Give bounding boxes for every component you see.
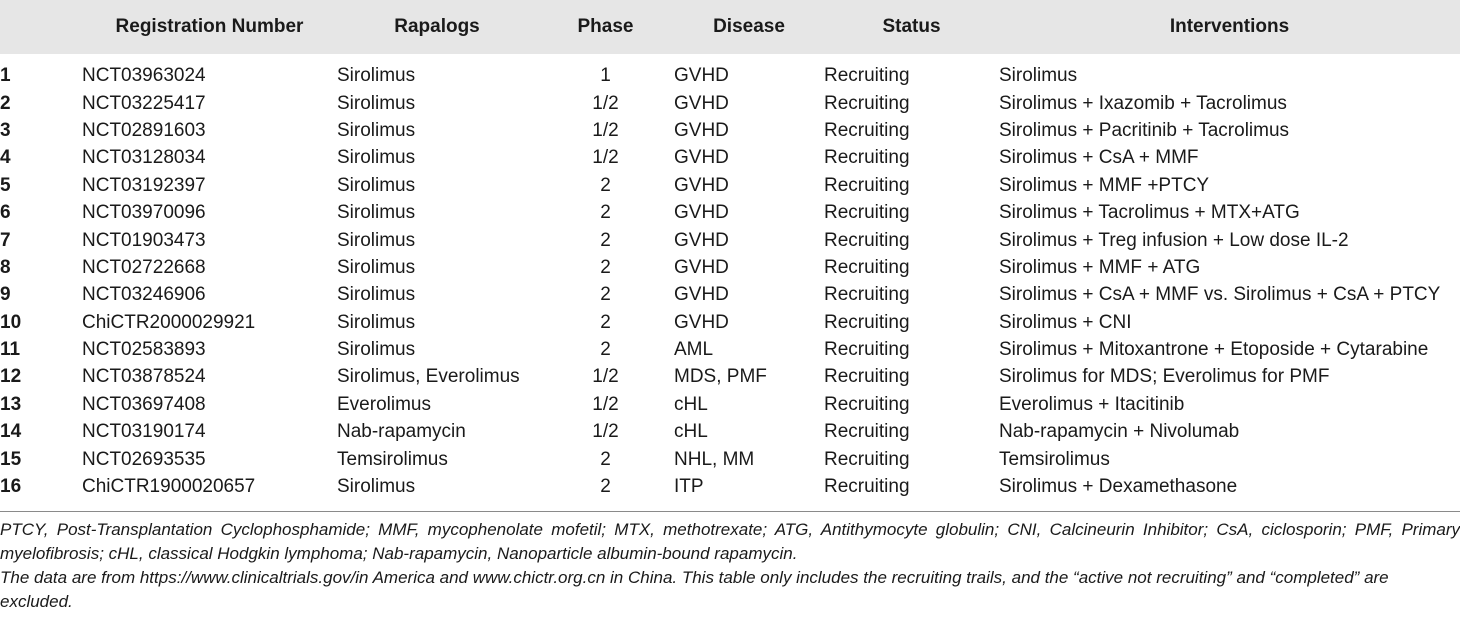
table-row bbox=[0, 363, 1460, 390]
cell-rapalogs: Sirolimus, Everolimus bbox=[337, 366, 520, 388]
cell-status: Recruiting bbox=[824, 229, 910, 251]
table-row bbox=[0, 309, 1460, 336]
cell-phase: 2 bbox=[600, 476, 611, 498]
cell-interventions: Nab-rapamycin + Nivolumab bbox=[999, 421, 1240, 443]
cell-status: Recruiting bbox=[824, 393, 910, 415]
cell-disease: cHL bbox=[674, 421, 708, 443]
cell-disease: GVHD bbox=[674, 119, 729, 141]
cell-interventions: Sirolimus for MDS; Everolimus for PMF bbox=[999, 366, 1330, 388]
cell-rapalogs: Sirolimus bbox=[337, 119, 416, 141]
cell-status: Recruiting bbox=[824, 366, 910, 388]
cell-interventions: Sirolimus + Tacrolimus + MTX+ATG bbox=[999, 202, 1300, 224]
cell-phase: 1/2 bbox=[592, 421, 619, 443]
cell-interventions: Sirolimus + CsA + MMF vs. Sirolimus + CsA + PTCY bbox=[999, 284, 1441, 306]
cell-status: Recruiting bbox=[824, 311, 910, 333]
cell-index: 8 bbox=[0, 256, 11, 278]
cell-disease: GVHD bbox=[674, 256, 729, 278]
header-registration-number: Registration Number bbox=[115, 16, 304, 37]
table-row bbox=[0, 144, 1460, 171]
table-row bbox=[0, 281, 1460, 308]
cell-index: 7 bbox=[0, 229, 11, 251]
cell-disease: GVHD bbox=[674, 65, 729, 87]
cell-index: 10 bbox=[0, 311, 22, 333]
cell-index: 13 bbox=[0, 393, 22, 415]
cell-status: Recruiting bbox=[824, 65, 910, 87]
cell-status: Recruiting bbox=[824, 202, 910, 224]
cell-status: Recruiting bbox=[824, 174, 910, 196]
cell-index: 11 bbox=[0, 339, 21, 361]
cell-disease: GVHD bbox=[674, 311, 729, 333]
cell-registration-number: NCT02583893 bbox=[82, 339, 206, 361]
cell-registration-number: NCT03225417 bbox=[82, 92, 206, 114]
footnote-source: The data are from https://www.clinicaltrials.gov/in America and www.chictr.org.cn in China. This table only includes the recruiting trails, and the “active not recruiting” and “completed” are excluded. bbox=[0, 568, 1389, 611]
cell-rapalogs: Sirolimus bbox=[337, 311, 416, 333]
cell-status: Recruiting bbox=[824, 92, 910, 114]
cell-interventions: Sirolimus + Pacritinib + Tacrolimus bbox=[999, 119, 1290, 141]
cell-registration-number: NCT03190174 bbox=[82, 421, 206, 443]
cell-phase: 1 bbox=[600, 65, 611, 87]
cell-rapalogs: Sirolimus bbox=[337, 147, 416, 169]
cell-registration-number: ChiCTR2000029921 bbox=[82, 311, 256, 333]
header-spacer bbox=[0, 54, 1460, 62]
cell-registration-number: NCT03128034 bbox=[82, 147, 206, 169]
cell-interventions: Sirolimus + MMF +PTCY bbox=[999, 174, 1210, 196]
cell-disease: ITP bbox=[674, 476, 704, 498]
cell-interventions: Temsirolimus bbox=[999, 448, 1110, 470]
cell-rapalogs: Sirolimus bbox=[337, 65, 416, 87]
cell-status: Recruiting bbox=[824, 476, 910, 498]
cell-interventions: Sirolimus + Dexamethasone bbox=[999, 476, 1238, 498]
cell-registration-number: NCT02722668 bbox=[82, 256, 206, 278]
cell-disease: MDS, PMF bbox=[674, 366, 767, 388]
cell-interventions: Sirolimus + Mitoxantrone + Etoposide + Cytarabine bbox=[999, 339, 1429, 361]
cell-phase: 2 bbox=[600, 229, 611, 251]
cell-disease: GVHD bbox=[674, 147, 729, 169]
cell-interventions: Sirolimus + CsA + MMF bbox=[999, 147, 1199, 169]
cell-rapalogs: Sirolimus bbox=[337, 256, 416, 278]
header-interventions: Interventions bbox=[1169, 16, 1290, 37]
cell-index: 16 bbox=[0, 476, 22, 498]
cell-phase: 2 bbox=[600, 339, 611, 361]
cell-rapalogs: Nab-rapamycin bbox=[337, 421, 466, 443]
header-index bbox=[0, 0, 82, 54]
footnote-abbreviations: PTCY, Post-Transplantation Cyclophosphamide; MMF, mycophenolate mofetil; MTX, methotrexate; ATG, Antithymocyte globulin; CNI, Calcineurin Inhibitor; CsA, ciclosporin; PMF, Primary myelofibrosis; cHL, classical Hodgkin lymphoma; Nab-rapamycin, Nanoparticle albumin-bound rapamycin. bbox=[0, 520, 1460, 563]
cell-rapalogs: Sirolimus bbox=[337, 476, 416, 498]
cell-interventions: Sirolimus + Ixazomib + Tacrolimus bbox=[999, 92, 1287, 114]
table-row bbox=[0, 226, 1460, 253]
table-row bbox=[0, 473, 1460, 500]
cell-rapalogs: Temsirolimus bbox=[337, 448, 448, 470]
cell-registration-number: NCT03192397 bbox=[82, 174, 206, 196]
cell-index: 15 bbox=[0, 448, 22, 470]
table-row bbox=[0, 117, 1460, 144]
table-row bbox=[0, 391, 1460, 418]
cell-index: 6 bbox=[0, 202, 11, 224]
cell-rapalogs: Sirolimus bbox=[337, 284, 416, 306]
table-footnotes bbox=[0, 518, 1460, 614]
header-status: Status bbox=[882, 16, 941, 37]
table-row bbox=[0, 336, 1460, 363]
cell-index: 4 bbox=[0, 147, 11, 169]
trials-table-body bbox=[0, 54, 1460, 500]
cell-index: 1 bbox=[0, 65, 11, 87]
cell-phase: 1/2 bbox=[592, 366, 619, 388]
cell-interventions: Sirolimus + CNI bbox=[999, 311, 1132, 333]
cell-phase: 1/2 bbox=[592, 393, 619, 415]
cell-status: Recruiting bbox=[824, 147, 910, 169]
table-row bbox=[0, 445, 1460, 472]
cell-phase: 1/2 bbox=[592, 92, 619, 114]
cell-rapalogs: Sirolimus bbox=[337, 202, 416, 224]
cell-rapalogs: Sirolimus bbox=[337, 229, 416, 251]
header-phase: Phase bbox=[577, 16, 634, 37]
cell-registration-number: NCT01903473 bbox=[82, 229, 206, 251]
cell-phase: 1/2 bbox=[592, 119, 619, 141]
header-row bbox=[0, 0, 1460, 54]
cell-registration-number: ChiCTR1900020657 bbox=[82, 476, 256, 498]
cell-phase: 2 bbox=[600, 256, 611, 278]
cell-registration-number: NCT03246906 bbox=[82, 284, 206, 306]
cell-disease: GVHD bbox=[674, 92, 729, 114]
cell-rapalogs: Sirolimus bbox=[337, 174, 416, 196]
cell-status: Recruiting bbox=[824, 421, 910, 443]
cell-registration-number: NCT03878524 bbox=[82, 366, 206, 388]
table-row bbox=[0, 199, 1460, 226]
cell-rapalogs: Everolimus bbox=[337, 393, 431, 415]
table-row bbox=[0, 418, 1460, 445]
table-bottom-rule bbox=[0, 511, 1460, 512]
cell-index: 12 bbox=[0, 366, 22, 388]
cell-status: Recruiting bbox=[824, 284, 910, 306]
cell-rapalogs: Sirolimus bbox=[337, 339, 416, 361]
header-disease: Disease bbox=[713, 16, 785, 37]
cell-index: 5 bbox=[0, 174, 11, 196]
cell-index: 2 bbox=[0, 92, 11, 114]
table-row bbox=[0, 62, 1460, 89]
cell-interventions: Everolimus + Itacitinib bbox=[999, 393, 1185, 415]
cell-index: 9 bbox=[0, 284, 11, 306]
cell-disease: GVHD bbox=[674, 284, 729, 306]
cell-status: Recruiting bbox=[824, 119, 910, 141]
cell-registration-number: NCT03697408 bbox=[82, 393, 206, 415]
cell-registration-number: NCT02891603 bbox=[82, 119, 206, 141]
cell-index: 14 bbox=[0, 421, 22, 443]
cell-phase: 2 bbox=[600, 174, 611, 196]
table-row bbox=[0, 89, 1460, 116]
cell-disease: GVHD bbox=[674, 174, 729, 196]
table-row bbox=[0, 172, 1460, 199]
cell-interventions: Sirolimus bbox=[999, 65, 1078, 87]
cell-phase: 2 bbox=[600, 311, 611, 333]
cell-phase: 1/2 bbox=[592, 147, 619, 169]
cell-interventions: Sirolimus + Treg infusion + Low dose IL-2 bbox=[999, 229, 1349, 251]
cell-disease: NHL, MM bbox=[674, 448, 755, 470]
cell-status: Recruiting bbox=[824, 256, 910, 278]
cell-index: 3 bbox=[0, 119, 11, 141]
cell-status: Recruiting bbox=[824, 339, 910, 361]
header-rapalogs: Rapalogs bbox=[394, 16, 480, 37]
cell-disease: cHL bbox=[674, 393, 708, 415]
cell-interventions: Sirolimus + MMF + ATG bbox=[999, 256, 1201, 278]
cell-phase: 2 bbox=[600, 202, 611, 224]
cell-registration-number: NCT03963024 bbox=[82, 65, 206, 87]
cell-rapalogs: Sirolimus bbox=[337, 92, 416, 114]
cell-disease: AML bbox=[674, 339, 714, 361]
cell-registration-number: NCT02693535 bbox=[82, 448, 206, 470]
cell-disease: GVHD bbox=[674, 202, 729, 224]
cell-phase: 2 bbox=[600, 448, 611, 470]
cell-status: Recruiting bbox=[824, 448, 910, 470]
cell-registration-number: NCT03970096 bbox=[82, 202, 206, 224]
table-row bbox=[0, 254, 1460, 281]
cell-phase: 2 bbox=[600, 284, 611, 306]
cell-disease: GVHD bbox=[674, 229, 729, 251]
